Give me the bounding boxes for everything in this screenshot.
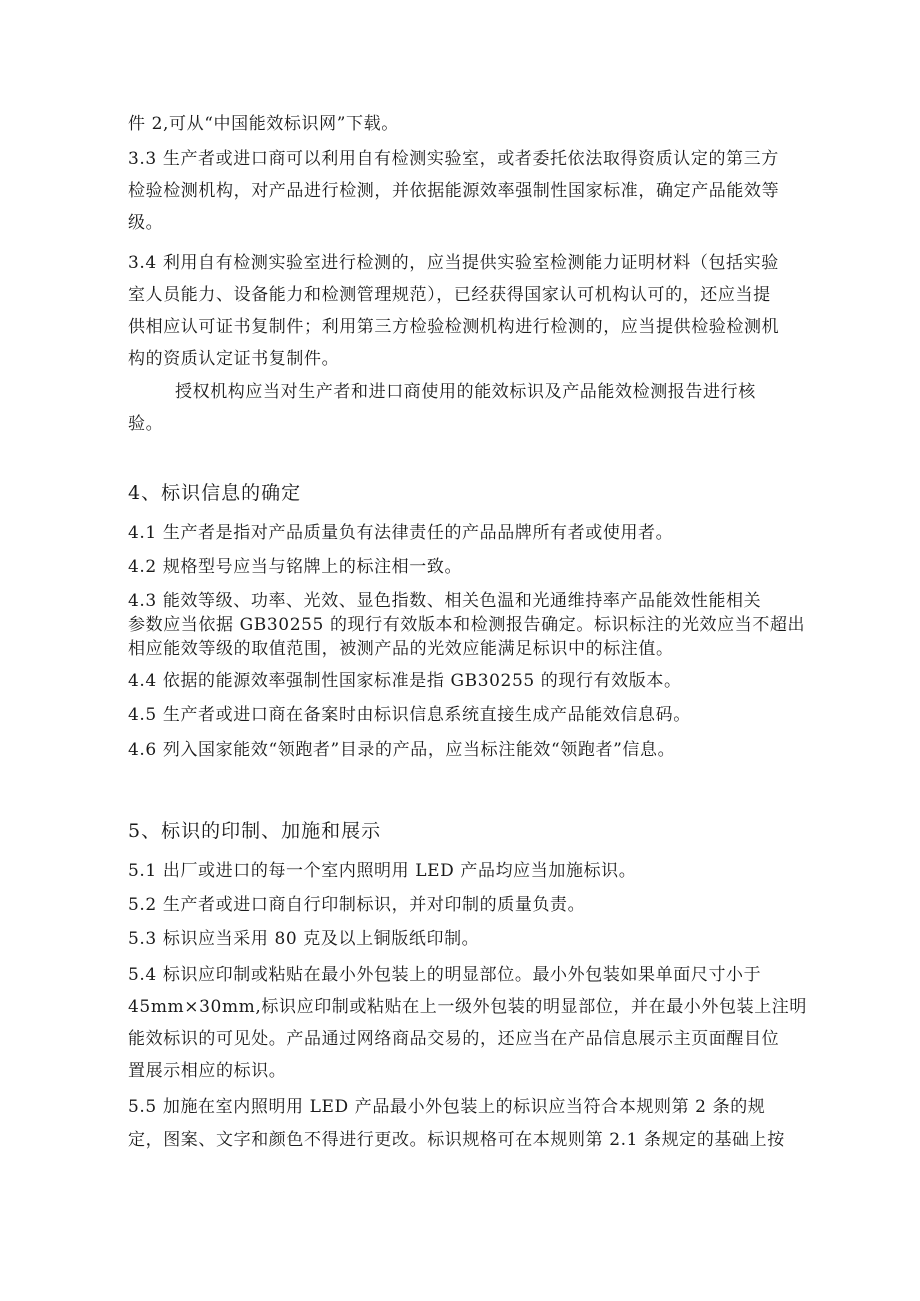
text-line: 5.1 出厂或进口的每一个室内照明用 LED 产品均应当加施标识。 <box>128 861 637 881</box>
text-line: 验。 <box>128 414 164 434</box>
text-line: 置展示相应的标识。 <box>128 1061 287 1081</box>
text-line: 45mm×30mm,标识应印制或粘贴在上一级外包装的明显部位，并在最小外包装上注明 <box>128 997 807 1017</box>
text-line: 授权机构应当对生产者和进口商使用的能效标识及产品能效检测报告进行核 <box>175 382 756 402</box>
text-line: 级。 <box>128 213 164 233</box>
section-heading: 4、标识信息的确定 <box>128 482 302 504</box>
text-line: 4.3 能效等级、功率、光效、显色指数、相关色温和光通维持率产品能效性能相关 <box>128 591 762 611</box>
text-line: 4.2 规格型号应当与铭牌上的标注相一致。 <box>128 557 463 577</box>
text-line: 4.6 列入国家能效“领跑者”目录的产品，应当标注能效“领跑者”信息。 <box>128 740 676 760</box>
text-line: 3.3 生产者或进口商可以利用自有检测实验室，或者委托依法取得资质认定的第三方 <box>128 149 779 169</box>
text-line: 4.1 生产者是指对产品质量负有法律责任的产品品牌所有者或使用者。 <box>128 523 674 543</box>
text-line: 供相应认可证书复制件；利用第三方检验检测机构进行检测的，应当提供检验检测机 <box>128 317 780 337</box>
text-line: 5.5 加施在室内照明用 LED 产品最小外包装上的标识应当符合本规则第 2 条的规 <box>128 1097 766 1117</box>
text-line: 相应能效等级的取值范围，被测产品的光效应能满足标识中的标注值。 <box>128 639 674 659</box>
text-line: 3.4 利用自有检测实验室进行检测的，应当提供实验室检测能力证明材料（包括实验 <box>128 253 779 273</box>
text-line: 5.4 标识应印制或粘贴在最小外包装上的明显部位。最小外包装如果单面尺寸小于 <box>128 965 762 985</box>
section-heading: 5、标识的印制、加施和展示 <box>128 820 382 842</box>
text-line: 能效标识的可见处。产品通过网络商品交易的，还应当在产品信息展示主页面醒目位 <box>128 1029 780 1049</box>
text-line: 5.2 生产者或进口商自行印制标识，并对印制的质量负责。 <box>128 895 586 915</box>
text-line: 4.5 生产者或进口商在备案时由标识信息系统直接生成产品能效信息码。 <box>128 705 691 725</box>
text-line: 参数应当依据 GB30255 的现行有效版本和检测报告确定。标识标注的光效应当不超出 <box>128 615 806 635</box>
text-line: 室人员能力、设备能力和检测管理规范），已经获得国家认可机构认可的，还应当提 <box>128 285 771 305</box>
text-line: 5.3 标识应当采用 80 克及以上铜版纸印制。 <box>128 929 480 949</box>
text-line: 构的资质认定证书复制件。 <box>128 349 340 369</box>
text-line: 件 2,可从“中国能效标识网”下载。 <box>128 114 399 134</box>
text-line: 定，图案、文字和颜色不得进行更改。标识规格可在本规则第 2.1 条规定的基础上按 <box>128 1130 785 1150</box>
text-line: 检验检测机构，对产品进行检测，并依据能源效率强制性国家标准，确定产品能效等 <box>128 181 780 201</box>
text-line: 4.4 依据的能源效率强制性国家标准是指 GB30255 的现行有效版本。 <box>128 671 682 691</box>
